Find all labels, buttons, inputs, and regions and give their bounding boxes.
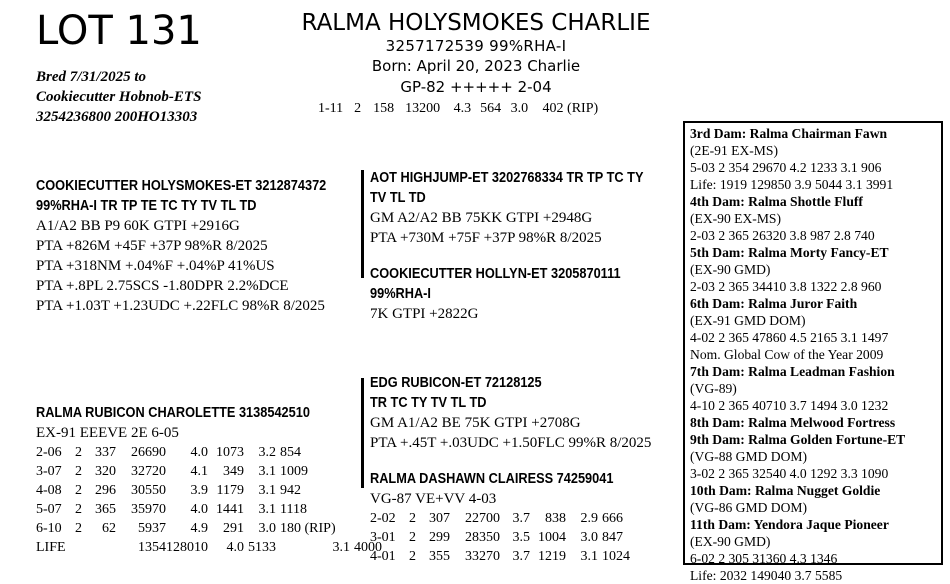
record-cell: 35970	[131, 502, 166, 517]
sire-sire-block	[370, 168, 681, 248]
record-cell: 296	[95, 483, 116, 498]
record-cell: 942	[280, 483, 301, 498]
record-cell: 33270	[465, 549, 500, 564]
record-cell: 1073	[216, 445, 244, 460]
record-cell: LIFE	[36, 540, 66, 555]
record-cell: 4000	[354, 540, 382, 555]
record-cell: 30550	[131, 483, 166, 498]
record-cell: 1004	[538, 530, 566, 545]
ancestral-dams-box	[683, 121, 943, 583]
dam-sire-line: PTA +.45T +.03UDC +1.50FLC 99%R 8/2025	[370, 435, 652, 451]
record-cell: 5937	[138, 521, 166, 536]
record-cell: 3.1	[258, 464, 276, 479]
ancestor-dam-detail: (EX-90 GMD)	[690, 534, 771, 549]
dam-sire-block	[370, 373, 651, 453]
record-cell: 3.0	[510, 101, 529, 116]
sire-line: PTA +1.03T +1.23UDC +.22FLC 98%R 8/2025	[36, 298, 325, 314]
lot-number: LOT 131	[36, 8, 202, 54]
ancestor-dam-detail: 2-03 2 365 26320 3.8 987 2.8 740	[690, 228, 875, 243]
ancestor-dam-name: 10th Dam: Ralma Nugget Goldie	[690, 483, 881, 498]
record-cell: 1441	[216, 502, 244, 517]
dam-sire-title: TR TC TY TV TL TD	[370, 395, 487, 411]
record-row	[36, 519, 382, 538]
ancestor-dam-detail: (2E-91 EX-MS)	[690, 143, 778, 158]
record-cell: 2	[354, 101, 362, 116]
ancestor-dam-detail: 3-02 2 365 32540 4.0 1292 3.3 1090	[690, 466, 889, 481]
pedigree-bracket	[361, 170, 364, 278]
record-cell: 4.0	[226, 540, 244, 555]
record-cell: 1219	[538, 549, 566, 564]
record-cell: 4.3	[453, 101, 472, 116]
record-cell: 32720	[131, 464, 166, 479]
sire-dam-line: 7K GTPI +2822G	[370, 306, 479, 322]
sire-sire-line: PTA +730M +75F +37P 98%R 8/2025	[370, 230, 602, 246]
ancestor-dam-name: 5th Dam: Ralma Morty Fancy-ET	[690, 245, 889, 260]
record-row	[318, 99, 598, 118]
record-cell: 1354	[138, 540, 166, 555]
record-cell: 22700	[465, 511, 500, 526]
classification: GP-82 +++++ 2-04	[400, 78, 552, 96]
record-cell: 6-10	[36, 521, 62, 536]
record-cell: 307	[429, 511, 450, 526]
record-cell: 3.2	[258, 445, 276, 460]
record-cell: 838	[545, 511, 566, 526]
record-row	[36, 481, 382, 500]
record-cell: 3.5	[512, 530, 530, 545]
sire-title: 99%RHA-I TR TP TE TC TY TV TL TD	[36, 198, 257, 214]
record-cell: 1009	[280, 464, 308, 479]
record-cell: 3.7	[512, 511, 530, 526]
sire-dam-title: 99%RHA-I	[370, 286, 431, 302]
record-cell: 26690	[131, 445, 166, 460]
record-cell: 2	[409, 549, 416, 564]
record-cell: 1024	[602, 549, 630, 564]
record-row	[370, 547, 652, 566]
record-cell: 180 (RIP)	[280, 521, 336, 536]
record-cell: 28350	[465, 530, 500, 545]
record-cell: 854	[280, 445, 301, 460]
record-cell: 2	[75, 445, 82, 460]
record-cell: 3-07	[36, 464, 62, 479]
record-cell: 4.9	[190, 521, 208, 536]
record-cell: 3.0	[580, 530, 598, 545]
record-cell: 128010	[166, 540, 208, 555]
born-date: Born: April 20, 2023 Charlie	[371, 57, 581, 75]
record-row	[370, 509, 652, 528]
sire-sire-title: TV TL TD	[370, 190, 426, 206]
record-cell: 62	[102, 521, 116, 536]
bred-info	[36, 67, 201, 127]
ancestor-dam-name: 7th Dam: Ralma Leadman Fashion	[690, 364, 895, 379]
dam-dam-block	[370, 469, 652, 566]
record-cell: 2-02	[370, 511, 396, 526]
record-cell: 2	[75, 502, 82, 517]
ancestor-dam-name: 3rd Dam: Ralma Chairman Fawn	[690, 126, 888, 141]
record-cell: 3.1	[580, 549, 598, 564]
dam-classification: EX-91 EEEVE 2E 6-05	[36, 425, 179, 441]
ancestor-dam-detail: Life: 1919 129850 3.9 5044 3.1 3991	[690, 177, 894, 192]
record-cell: 13200	[405, 101, 441, 116]
record-cell: 349	[223, 464, 244, 479]
record-row	[36, 443, 382, 462]
ancestor-dam-detail: (EX-90 EX-MS)	[690, 211, 781, 226]
record-cell: 2	[75, 521, 82, 536]
record-cell: 3.1	[258, 502, 276, 517]
record-cell: 5-07	[36, 502, 62, 517]
ancestor-dam-name: 9th Dam: Ralma Golden Fortune-ET	[690, 432, 906, 447]
ancestor-dam-name: 6th Dam: Ralma Juror Faith	[690, 296, 858, 311]
record-cell: 3.7	[512, 549, 530, 564]
bred-line: 3254236800 200HO13303	[36, 109, 198, 125]
record-cell: 4.0	[190, 445, 208, 460]
record-cell: 1118	[280, 502, 307, 517]
record-cell: 291	[223, 521, 244, 536]
ancestor-dam-detail: 5-03 2 354 29670 4.2 1233 3.1 906	[690, 160, 882, 175]
record-cell: 564	[480, 101, 502, 116]
ancestor-dam-detail: 4-10 2 365 40710 3.7 1494 3.0 1232	[690, 398, 889, 413]
ancestor-dam-name: 11th Dam: Yendora Jaque Pioneer	[690, 517, 889, 532]
sire-line: PTA +.8PL 2.75SCS -1.80DPR 2.2%DCE	[36, 278, 289, 294]
record-cell: 158	[373, 101, 395, 116]
record-cell: 3.1	[332, 540, 350, 555]
record-cell: 4.1	[190, 464, 208, 479]
record-cell: 1-11	[318, 101, 344, 116]
ancestor-dam-detail: 2-03 2 365 34410 3.8 1322 2.8 960	[690, 279, 882, 294]
record-cell: 355	[429, 549, 450, 564]
ancestor-dam-detail: (EX-90 GMD)	[690, 262, 771, 277]
sire-title: COOKIECUTTER HOLYSMOKES-ET 3212874372	[36, 178, 327, 194]
ancestor-dam-name: 4th Dam: Ralma Shottle Fluff	[690, 194, 863, 209]
animal-id: 3257172539 99%RHA-I	[385, 37, 567, 55]
record-cell: 4.0	[190, 502, 208, 517]
record-cell: 5133	[248, 540, 276, 555]
life-row	[36, 538, 382, 557]
sire-block	[36, 176, 366, 316]
record-cell: 299	[429, 530, 450, 545]
ancestor-dam-detail: (VG-86 GMD DOM)	[690, 500, 808, 515]
record-cell: 847	[602, 530, 623, 545]
animal-record	[318, 99, 598, 118]
record-cell: 365	[95, 502, 116, 517]
sire-dam-title: COOKIECUTTER HOLLYN-ET 3205870111	[370, 266, 621, 282]
bred-line: Cookiecutter Hobnob-ETS	[36, 89, 202, 105]
bred-line: Bred 7/31/2025 to	[36, 69, 147, 85]
record-cell: 337	[95, 445, 116, 460]
dam-records	[36, 443, 382, 557]
dam-dam-records	[370, 509, 652, 566]
ancestor-dam-detail: (VG-88 GMD DOM)	[690, 449, 808, 464]
record-cell: 3.1	[258, 483, 276, 498]
record-cell: 2	[75, 464, 82, 479]
record-cell: 2	[409, 530, 416, 545]
record-cell: 2	[75, 483, 82, 498]
ancestor-dam-name: 8th Dam: Ralma Melwood Fortress	[690, 415, 896, 430]
record-cell: 2	[409, 511, 416, 526]
ancestor-dam-detail: 6-02 2 305 31360 4.3 1346	[690, 551, 838, 566]
record-cell: 2.9	[580, 511, 598, 526]
record-cell: 666	[602, 511, 623, 526]
sire-dam-block	[370, 264, 655, 324]
sire-line: PTA +318NM +.04%F +.04%P 41%US	[36, 258, 275, 274]
dam-sire-title: EDG RUBICON-ET 72128125	[370, 375, 542, 391]
sire-line: PTA +826M +45F +37P 98%R 8/2025	[36, 238, 268, 254]
ancestor-dam-detail: Nom. Global Cow of the Year 2009	[690, 347, 884, 362]
ancestor-dam-detail: 4-02 2 365 47860 4.5 2165 3.1 1497	[690, 330, 889, 345]
record-cell: 3.0	[258, 521, 276, 536]
record-row	[36, 500, 382, 519]
dam-sire-line: GM A1/A2 BE 75K GTPI +2708G	[370, 415, 581, 431]
record-cell: 3-01	[370, 530, 396, 545]
record-row	[370, 528, 652, 547]
record-cell: 1179	[216, 483, 244, 498]
dam-dam-classification: VG-87 VE+VV 4-03	[370, 491, 497, 507]
record-cell: 320	[95, 464, 116, 479]
record-cell: 4-01	[370, 549, 396, 564]
record-cell: 3.9	[190, 483, 208, 498]
sire-sire-title: AOT HIGHJUMP-ET 3202768334 TR TP TC TY	[370, 170, 644, 186]
record-cell: 2-06	[36, 445, 62, 460]
dam-title: RALMA RUBICON CHAROLETTE 3138542510	[36, 405, 310, 421]
animal-name: RALMA HOLYSMOKES CHARLIE	[301, 10, 651, 36]
dam-block	[36, 403, 382, 557]
record-cell: 402 (RIP)	[542, 101, 599, 116]
ancestor-dam-detail: (EX-91 GMD DOM)	[690, 313, 806, 328]
record-row	[36, 462, 382, 481]
ancestor-dam-detail: (VG-89)	[690, 381, 737, 396]
pedigree-bracket	[361, 378, 364, 488]
sire-sire-line: GM A2/A2 BB 75KK GTPI +2948G	[370, 210, 593, 226]
sire-line: A1/A2 BB P9 60K GTPI +2916G	[36, 218, 240, 234]
dam-dam-title: RALMA DASHAWN CLAIRESS 74259041	[370, 471, 614, 487]
ancestor-dam-detail: Life: 2032 149040 3.7 5585	[690, 568, 843, 583]
record-cell: 4-08	[36, 483, 62, 498]
